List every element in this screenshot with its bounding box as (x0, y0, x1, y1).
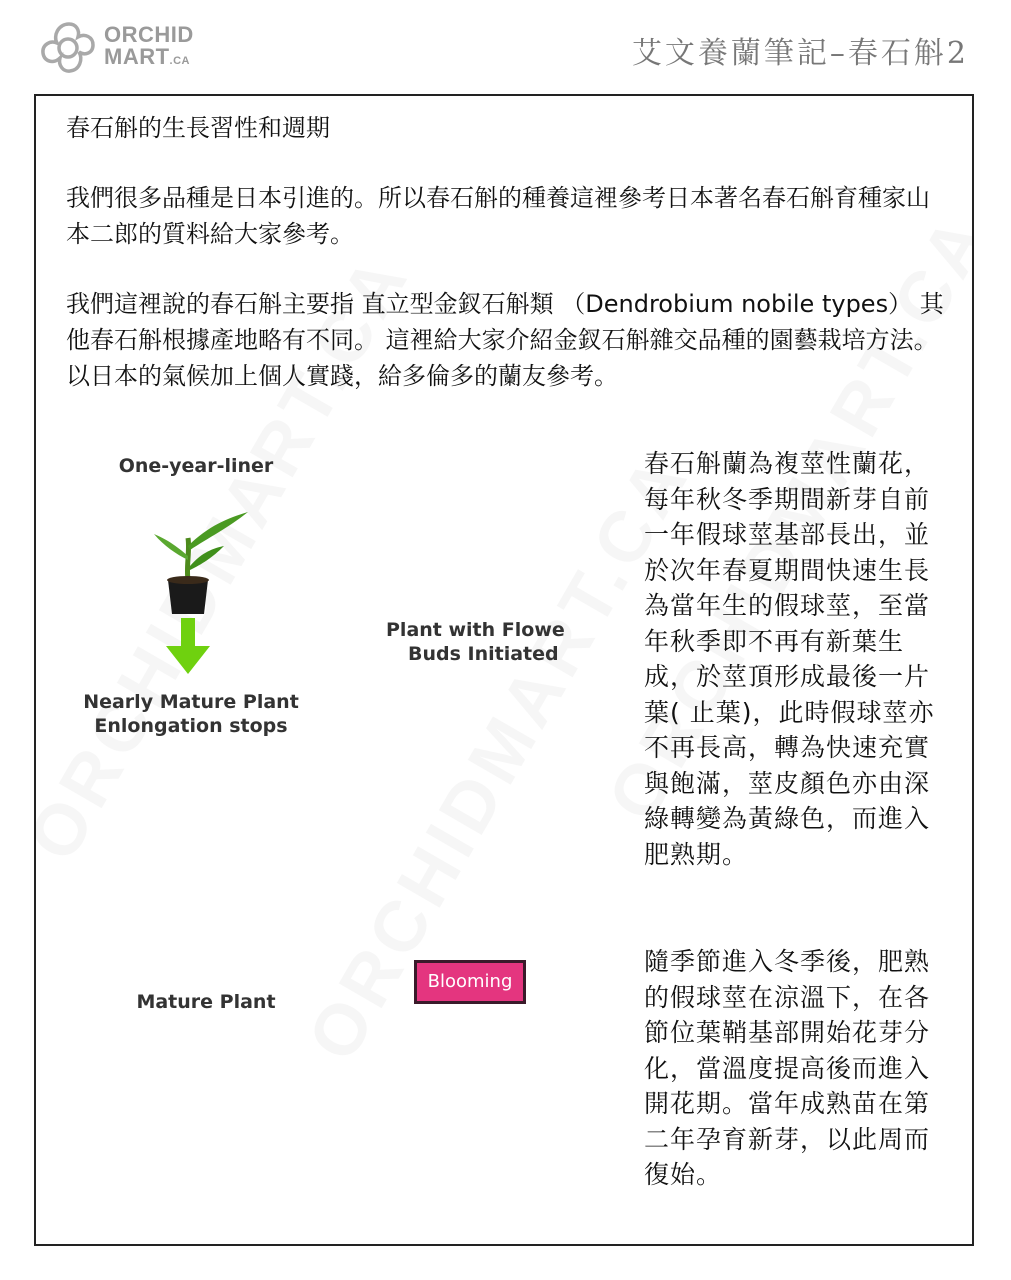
logo-wordmark (104, 24, 194, 72)
content-frame (34, 94, 974, 1246)
label-flower-buds-line1: Plant with Flowe (386, 619, 565, 641)
label-nearly-mature-line1: Nearly Mature Plant (83, 691, 299, 713)
young-plant-icon (154, 512, 248, 614)
label-one-year-liner: One-year-liner (118, 455, 274, 477)
section-heading: 春石斛的生長習性和週期 (66, 114, 330, 142)
label-nearly-mature (66, 690, 316, 738)
blooming-badge: Blooming (414, 960, 526, 1004)
logo-line1: ORCHID (104, 22, 194, 47)
down-arrow-icon (166, 618, 210, 674)
label-nearly-mature-line2: Enlongation stops (94, 715, 288, 737)
scope-paragraph: 我們這裡說的春石斛主要指 直立型金釵石斛類 （Dendrobium nobile types） 其他春石斛根據產地略有不同。 這裡給大家介紹金釵石斛雜交品種的園藝栽培方法。 以日本的氣候加上個人實踐，給多倫多的蘭友參考。 (66, 290, 944, 390)
label-flower-buds (386, 618, 586, 666)
flowering-paragraph: 隨季節進入冬季後，肥熟的假球莖在涼溫下，在各節位葉鞘基部開始花芽分化，當溫度提高後而進入開花期。當年成熟苗在第二年孕育新芽，以此周而復始。 (644, 947, 931, 1189)
orchid-logo-icon (36, 18, 102, 82)
logo-line2: MART (104, 44, 170, 69)
label-mature-plant: Mature Plant (136, 991, 276, 1013)
growth-cycle-diagram (56, 436, 646, 1236)
logo-suffix: .CA (169, 55, 190, 67)
page-title: 艾文養蘭筆記–春石斛2 (631, 36, 969, 71)
growth-cycle-paragraph: 春石斛蘭為複莖性蘭花，每年秋冬季期間新芽自前一年假球莖基部長出，並於次年春夏期間快速生長為當年生的假球莖，至當年秋季即不再有新葉生成，於莖頂形成最後一片葉( 止葉)，此時假球莖亦不再長高，轉為快速充實與飽滿，莖皮顏色亦由深綠轉變為黃綠色，而進入肥熟期。 (644, 449, 935, 869)
diagram-graphics (56, 436, 646, 1236)
orchidmart-logo[interactable] (36, 18, 226, 82)
label-flower-buds-line2: Buds Initiated (408, 643, 559, 665)
intro-paragraph: 我們很多品種是日本引進的。所以春石斛的種養這裡參考日本著名春石斛育種家山本二郎的質料給大家參考。 (66, 184, 930, 248)
